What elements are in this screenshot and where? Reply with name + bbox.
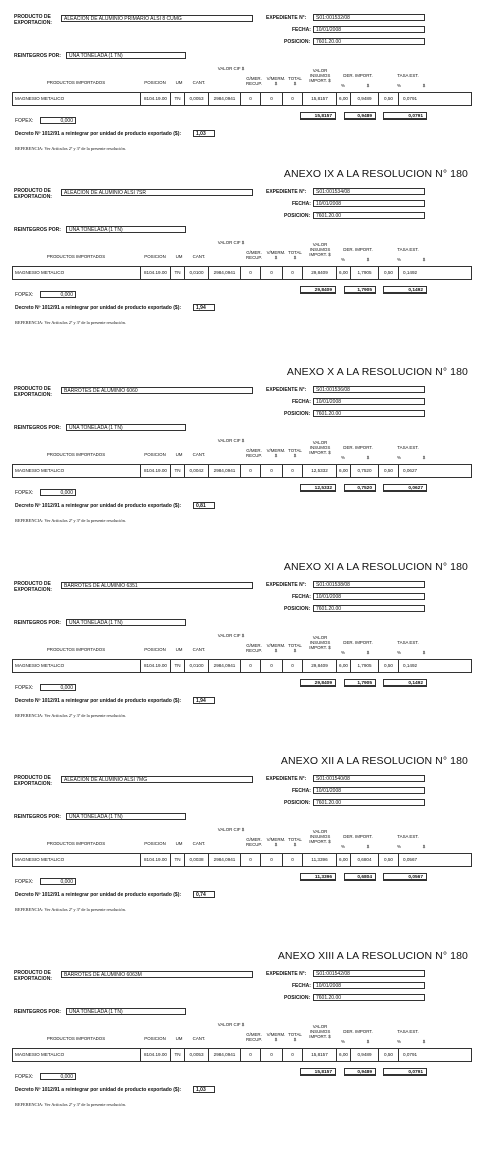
col-productos-importados: PRODUCTOS IMPORTADOS (46, 254, 106, 259)
col-der-import: DER. IMPORT. (343, 834, 373, 839)
total-der-import: 1,7905 (344, 679, 376, 687)
cell-um: TN (171, 465, 185, 477)
total-insumos: 15,8157 (300, 112, 336, 120)
col-tasa-pct: % (397, 83, 401, 88)
fopex-label: FOPEX: (15, 490, 34, 496)
cell-posicion: 8104.19.00 (141, 267, 171, 279)
col-total: TOTAL $ (288, 643, 302, 653)
col-der-pct: % (341, 650, 345, 655)
col-valor-insumos: VALOR INSUMOS IMPORT. $ (309, 242, 331, 257)
decreto-value: 0,74 (193, 891, 215, 898)
col-der-import: DER. IMPORT. (343, 247, 373, 252)
fecha-field: 10/01/2008 (313, 398, 425, 405)
col-valor-cif: VALOR CIF $ (217, 438, 245, 443)
total-der-import: 0,9489 (344, 112, 376, 120)
col-vimerm: V/MERM. $ (266, 76, 286, 86)
col-tasa-usd: $ (422, 257, 426, 262)
annex-title: ANEXO X A LA RESOLUCION N° 180 (286, 366, 468, 378)
col-valor-insumos: VALOR INSUMOS IMPORT. $ (309, 829, 331, 844)
decreto-value: 1,94 (193, 697, 215, 704)
cell-cif: 2984,0941 (209, 1049, 241, 1061)
col-der-pct: % (341, 844, 345, 849)
fecha-label: FECHA: (292, 983, 311, 989)
cell-total: 0 (283, 1049, 303, 1061)
col-valor-cif: VALOR CIF $ (217, 1022, 245, 1027)
total-der-import: 0,7520 (344, 484, 376, 492)
col-valor-insumos: VALOR INSUMOS IMPORT. $ (309, 440, 331, 455)
table-row (12, 853, 472, 867)
referencia-note: REFERENCIA: Ver Artículos 2º y 3º de la presente resolución. (15, 146, 126, 151)
producto-label: PRODUCTO DE EXPORTACION: (14, 970, 52, 982)
cell-der-pct: 6,00 (337, 660, 351, 672)
col-vimerm: V/MERM. $ (266, 250, 286, 260)
posicion-field: 7601.20.00 (313, 605, 425, 612)
cell-cif: 2984,0941 (209, 93, 241, 105)
col-tasa-est: TASA EST. (397, 1029, 419, 1034)
cell-der-usd: 1,7905 (351, 267, 379, 279)
reintegros-field: UNA TONELADA (1 TN) (66, 813, 186, 820)
col-cant: CANT. (192, 80, 206, 85)
cell-producto: MAGNESIO METALICO (13, 465, 141, 477)
col-valor-cif: VALOR CIF $ (217, 66, 245, 71)
decreto-value: 0,81 (193, 502, 215, 509)
col-der-import: DER. IMPORT. (343, 445, 373, 450)
col-um: UM (175, 1036, 183, 1041)
cell-producto: MAGNESIO METALICO (13, 854, 141, 866)
cell-tasa-usd: 0,0567 (403, 857, 418, 862)
referencia-note: REFERENCIA: Ver Artículos 2º y 3º de la presente resolución. (15, 713, 126, 718)
expediente-field: S01:001536/08 (313, 386, 425, 393)
annex-title: ANEXO IX A LA RESOLUCION N° 180 (283, 168, 468, 180)
fopex-label: FOPEX: (15, 879, 34, 885)
cell-der-usd: 0,6804 (351, 854, 379, 866)
col-valor-insumos: VALOR INSUMOS IMPORT. $ (309, 635, 331, 650)
posicion-label: POSICION: (284, 39, 311, 45)
annex-title: ANEXO XII A LA RESOLUCION N° 180 (280, 755, 468, 767)
total-insumos: 15,8157 (300, 1068, 336, 1076)
expediente-label: EXPEDIENTE N°: (266, 189, 307, 195)
fecha-label: FECHA: (292, 201, 311, 207)
col-total: TOTAL $ (288, 837, 302, 847)
decreto-label: Decreto Nº 1012/91 a reintegrar por unidad de producto exportado ($): (15, 698, 182, 704)
total-tasa-est: 0,0627 (383, 484, 427, 492)
decreto-label: Decreto Nº 1012/91 a reintegrar por unidad de producto exportado ($): (15, 503, 182, 509)
fopex-value: 0,000 (40, 489, 76, 496)
expediente-field: S01:001532/08 (313, 14, 425, 21)
col-posicion: POSICION (144, 80, 166, 85)
fecha-label: FECHA: (292, 27, 311, 33)
col-vimerm: V/MERM. $ (266, 837, 286, 847)
fecha-field: 10/01/2008 (313, 982, 425, 989)
col-posicion: POSICION (144, 1036, 166, 1041)
cell-total: 0 (283, 465, 303, 477)
annex-title: ANEXO XI A LA RESOLUCION N° 180 (283, 561, 468, 573)
fopex-value: 0,000 (40, 117, 76, 124)
reintegros-field: UNA TONELADA (1 TN) (66, 226, 186, 233)
cell-cant: 0,0100 (185, 660, 209, 672)
cell-producto: MAGNESIO METALICO (13, 660, 141, 672)
expediente-field: S01:001534/08 (313, 188, 425, 195)
col-tasa-est: TASA EST. (397, 640, 419, 645)
table-row (12, 266, 472, 280)
col-tasa-usd: $ (422, 1039, 426, 1044)
reintegros-label: REINTEGROS POR: (14, 425, 61, 431)
reintegros-label: REINTEGROS POR: (14, 814, 61, 820)
col-tasa-est: TASA EST. (397, 73, 419, 78)
cell-posicion: 8104.19.00 (141, 660, 171, 672)
cell-tasa-pct: 0,50 (379, 465, 399, 477)
reintegros-field: UNA TONELADA (1 TN) (66, 619, 186, 626)
decreto-value: 1,03 (193, 130, 215, 137)
producto-field: BARROTES DE ALUMINIO 6063M (61, 971, 253, 978)
decreto-label: Decreto Nº 1012/91 a reintegrar por unidad de producto exportado ($): (15, 1087, 182, 1093)
cell-tasa-pct: 0,50 (379, 660, 399, 672)
col-tasa-usd: $ (422, 455, 426, 460)
decreto-label: Decreto Nº 1012/91 a reintegrar por unidad de producto exportado ($): (15, 892, 182, 898)
decreto-label: Decreto Nº 1012/91 a reintegrar por unidad de producto exportado ($): (15, 131, 182, 137)
producto-label: PRODUCTO DE EXPORTACION: (14, 188, 52, 200)
expediente-field: S01:001538/08 (313, 581, 425, 588)
cell-posicion: 8104.19.00 (141, 854, 171, 866)
posicion-label: POSICION: (284, 411, 311, 417)
cell-vimerm: 0 (261, 93, 283, 105)
posicion-field: 7601.20.00 (313, 38, 425, 45)
col-tasa-usd: $ (422, 844, 426, 849)
col-cant: CANT. (192, 452, 206, 457)
cell-insumos: 15,8157 (303, 1049, 337, 1061)
cell-gimer: 0 (241, 1049, 261, 1061)
cell-der-pct: 6,00 (337, 854, 351, 866)
cell-gimer: 0 (241, 93, 261, 105)
cell-insumos: 29,8409 (303, 660, 337, 672)
fecha-field: 10/01/2008 (313, 200, 425, 207)
col-tasa-usd: $ (422, 83, 426, 88)
col-total: TOTAL $ (288, 1032, 302, 1042)
col-tasa-pct: % (397, 257, 401, 262)
cell-tasa-usd: 0,0791 (403, 1052, 418, 1057)
table-row (12, 1048, 472, 1062)
cell-cant: 0,0100 (185, 267, 209, 279)
cell-gimer: 0 (241, 660, 261, 672)
cell-der-usd: 0,9489 (351, 93, 379, 105)
cell-vimerm: 0 (261, 854, 283, 866)
decreto-label: Decreto Nº 1012/91 a reintegrar por unidad de producto exportado ($): (15, 305, 182, 311)
fecha-field: 10/01/2008 (313, 787, 425, 794)
col-tasa-est: TASA EST. (397, 445, 419, 450)
posicion-field: 7601.20.00 (313, 799, 425, 806)
col-um: UM (175, 254, 183, 259)
cell-tasa-usd: 0,1492 (403, 663, 418, 668)
col-um: UM (175, 452, 183, 457)
col-der-pct: % (341, 257, 345, 262)
cell-vimerm: 0 (261, 267, 283, 279)
producto-label: PRODUCTO DE EXPORTACION: (14, 386, 52, 398)
col-gimer: G/MER. RECUP. (245, 1032, 263, 1042)
col-tasa-pct: % (397, 1039, 401, 1044)
fopex-label: FOPEX: (15, 685, 34, 691)
referencia-note: REFERENCIA: Ver Artículos 2º y 3º de la presente resolución. (15, 518, 126, 523)
fopex-value: 0,000 (40, 878, 76, 885)
total-der-import: 0,6804 (344, 873, 376, 881)
total-tasa-est: 0,0791 (383, 112, 427, 120)
expediente-field: S01:001542/08 (313, 970, 425, 977)
col-valor-cif: VALOR CIF $ (217, 240, 245, 245)
col-posicion: POSICION (144, 254, 166, 259)
reintegros-field: UNA TONELADA (1 TN) (66, 1008, 186, 1015)
cell-tasa-pct: 0,50 (379, 854, 399, 866)
col-cant: CANT. (192, 841, 206, 846)
fopex-value: 0,000 (40, 684, 76, 691)
posicion-label: POSICION: (284, 213, 311, 219)
cell-total: 0 (283, 854, 303, 866)
total-tasa-est: 0,0567 (383, 873, 427, 881)
col-gimer: G/MER. RECUP. (245, 448, 263, 458)
cell-der-pct: 6,00 (337, 465, 351, 477)
col-gimer: G/MER. RECUP. (245, 643, 263, 653)
cell-tasa-usd: 0,1492 (403, 270, 418, 275)
col-valor-cif: VALOR CIF $ (217, 827, 245, 832)
total-insumos: 29,8409 (300, 286, 336, 294)
fopex-label: FOPEX: (15, 292, 34, 298)
col-productos-importados: PRODUCTOS IMPORTADOS (46, 647, 106, 652)
col-tasa-pct: % (397, 455, 401, 460)
col-cant: CANT. (192, 647, 206, 652)
col-der-usd: $ (366, 1039, 370, 1044)
cell-gimer: 0 (241, 465, 261, 477)
fecha-field: 10/01/2008 (313, 593, 425, 600)
cell-cant: 0,0053 (185, 93, 209, 105)
expediente-label: EXPEDIENTE N°: (266, 971, 307, 977)
decreto-value: 1,03 (193, 1086, 215, 1093)
cell-tasa-pct: 0,50 (379, 93, 399, 105)
cell-vimerm: 0 (261, 465, 283, 477)
cell-um: TN (171, 267, 185, 279)
col-valor-cif: VALOR CIF $ (217, 633, 245, 638)
posicion-field: 7601.20.00 (313, 994, 425, 1001)
table-row (12, 92, 472, 106)
expediente-label: EXPEDIENTE N°: (266, 776, 307, 782)
referencia-note: REFERENCIA: Ver Artículos 2º y 3º de la presente resolución. (15, 1102, 126, 1107)
cell-um: TN (171, 660, 185, 672)
producto-label: PRODUCTO DE EXPORTACION: (14, 581, 52, 593)
cell-gimer: 0 (241, 267, 261, 279)
col-tasa-pct: % (397, 650, 401, 655)
reintegros-field: UNA TONELADA (1 TN) (66, 52, 186, 59)
col-total: TOTAL $ (288, 448, 302, 458)
col-tasa-pct: % (397, 844, 401, 849)
col-um: UM (175, 647, 183, 652)
col-valor-insumos: VALOR INSUMOS IMPORT. $ (309, 68, 331, 83)
producto-field: BARROTES DE ALUMINIO 6351 (61, 582, 253, 589)
cell-cif: 2984,0941 (209, 267, 241, 279)
posicion-label: POSICION: (284, 606, 311, 612)
table-row (12, 464, 472, 478)
expediente-label: EXPEDIENTE N°: (266, 15, 307, 21)
total-tasa-est: 0,1492 (383, 286, 427, 294)
cell-posicion: 8104.19.00 (141, 1049, 171, 1061)
col-posicion: POSICION (144, 452, 166, 457)
producto-label: PRODUCTO DE EXPORTACION: (14, 14, 52, 26)
col-der-import: DER. IMPORT. (343, 73, 373, 78)
cell-der-pct: 6,00 (337, 1049, 351, 1061)
total-insumos: 29,8409 (300, 679, 336, 687)
col-posicion: POSICION (144, 647, 166, 652)
col-der-pct: % (341, 1039, 345, 1044)
col-gimer: G/MER. RECUP. (245, 837, 263, 847)
fecha-label: FECHA: (292, 399, 311, 405)
cell-vimerm: 0 (261, 660, 283, 672)
cell-um: TN (171, 854, 185, 866)
expediente-label: EXPEDIENTE N°: (266, 582, 307, 588)
cell-total: 0 (283, 660, 303, 672)
cell-insumos: 29,8409 (303, 267, 337, 279)
cell-producto: MAGNESIO METALICO (13, 93, 141, 105)
cell-der-usd: 0,7520 (351, 465, 379, 477)
col-tasa-usd: $ (422, 650, 426, 655)
cell-der-pct: 6,00 (337, 93, 351, 105)
fecha-field: 10/01/2008 (313, 26, 425, 33)
cell-cif: 2984,0941 (209, 660, 241, 672)
cell-vimerm: 0 (261, 1049, 283, 1061)
total-tasa-est: 0,1492 (383, 679, 427, 687)
decreto-value: 1,94 (193, 304, 215, 311)
cell-gimer: 0 (241, 854, 261, 866)
col-cant: CANT. (192, 254, 206, 259)
col-cant: CANT. (192, 1036, 206, 1041)
total-insumos: 11,3396 (300, 873, 336, 881)
cell-cant: 0,0042 (185, 465, 209, 477)
col-der-pct: % (341, 455, 345, 460)
cell-tasa-pct: 0,50 (379, 267, 399, 279)
referencia-note: REFERENCIA: Ver Artículos 2º y 3º de la presente resolución. (15, 320, 126, 325)
cell-cif: 2984,0941 (209, 465, 241, 477)
annex-title: ANEXO XIII A LA RESOLUCION N° 180 (277, 950, 468, 962)
col-gimer: G/MER. RECUP. (245, 250, 263, 260)
col-der-pct: % (341, 83, 345, 88)
cell-um: TN (171, 93, 185, 105)
producto-label: PRODUCTO DE EXPORTACION: (14, 775, 52, 787)
col-productos-importados: PRODUCTOS IMPORTADOS (46, 841, 106, 846)
cell-producto: MAGNESIO METALICO (13, 267, 141, 279)
cell-total: 0 (283, 267, 303, 279)
col-tasa-est: TASA EST. (397, 247, 419, 252)
cell-um: TN (171, 1049, 185, 1061)
posicion-label: POSICION: (284, 995, 311, 1001)
cell-insumos: 11,3396 (303, 854, 337, 866)
posicion-field: 7601.20.00 (313, 212, 425, 219)
reintegros-field: UNA TONELADA (1 TN) (66, 424, 186, 431)
cell-der-usd: 0,9489 (351, 1049, 379, 1061)
cell-der-usd: 1,7905 (351, 660, 379, 672)
cell-tasa-pct: 0,50 (379, 1049, 399, 1061)
col-um: UM (175, 841, 183, 846)
reintegros-label: REINTEGROS POR: (14, 620, 61, 626)
expediente-label: EXPEDIENTE N°: (266, 387, 307, 393)
cell-total: 0 (283, 93, 303, 105)
reintegros-label: REINTEGROS POR: (14, 1009, 61, 1015)
reintegros-label: REINTEGROS POR: (14, 53, 61, 59)
fopex-label: FOPEX: (15, 118, 34, 124)
cell-posicion: 8104.19.00 (141, 465, 171, 477)
col-valor-insumos: VALOR INSUMOS IMPORT. $ (309, 1024, 331, 1039)
producto-field: ALEACION DE ALUMINIO ALSI 7MG (61, 776, 253, 783)
col-der-usd: $ (366, 844, 370, 849)
cell-cif: 2984,0941 (209, 854, 241, 866)
col-posicion: POSICION (144, 841, 166, 846)
cell-der-pct: 6,00 (337, 267, 351, 279)
table-row (12, 659, 472, 673)
producto-field: ALEACION DE ALUMINIO ALSI 7SR (61, 189, 253, 196)
referencia-note: REFERENCIA: Ver Artículos 2º y 3º de la presente resolución. (15, 907, 126, 912)
producto-field: ALEACION DE ALUMINIO PRIMARIO ALSI 8 CUMG (61, 15, 253, 22)
producto-field: BARROTES DE ALUMINIO 6060 (61, 387, 253, 394)
reintegros-label: REINTEGROS POR: (14, 227, 61, 233)
col-der-import: DER. IMPORT. (343, 1029, 373, 1034)
col-gimer: G/MER. RECUP. (245, 76, 263, 86)
cell-insumos: 12,5332 (303, 465, 337, 477)
total-der-import: 1,7905 (344, 286, 376, 294)
col-vimerm: V/MERM. $ (266, 1032, 286, 1042)
col-total: TOTAL $ (288, 76, 302, 86)
col-productos-importados: PRODUCTOS IMPORTADOS (46, 1036, 106, 1041)
col-vimerm: V/MERM. $ (266, 643, 286, 653)
fopex-value: 0,000 (40, 291, 76, 298)
col-der-usd: $ (366, 650, 370, 655)
col-tasa-est: TASA EST. (397, 834, 419, 839)
col-um: UM (175, 80, 183, 85)
total-tasa-est: 0,0791 (383, 1068, 427, 1076)
fopex-label: FOPEX: (15, 1074, 34, 1080)
cell-posicion: 8104.19.00 (141, 93, 171, 105)
cell-tasa-usd: 0,0791 (403, 96, 418, 101)
col-total: TOTAL $ (288, 250, 302, 260)
total-der-import: 0,9489 (344, 1068, 376, 1076)
cell-cant: 0,0038 (185, 854, 209, 866)
cell-tasa-usd: 0,0627 (403, 468, 418, 473)
expediente-field: S01:001540/08 (313, 775, 425, 782)
col-vimerm: V/MERM. $ (266, 448, 286, 458)
col-der-usd: $ (366, 83, 370, 88)
fecha-label: FECHA: (292, 788, 311, 794)
posicion-label: POSICION: (284, 800, 311, 806)
col-productos-importados: PRODUCTOS IMPORTADOS (46, 80, 106, 85)
cell-insumos: 15,8157 (303, 93, 337, 105)
fecha-label: FECHA: (292, 594, 311, 600)
fopex-value: 0,000 (40, 1073, 76, 1080)
cell-producto: MAGNESIO METALICO (13, 1049, 141, 1061)
col-der-usd: $ (366, 455, 370, 460)
posicion-field: 7601.20.00 (313, 410, 425, 417)
total-insumos: 12,5332 (300, 484, 336, 492)
cell-cant: 0,0053 (185, 1049, 209, 1061)
col-der-usd: $ (366, 257, 370, 262)
col-productos-importados: PRODUCTOS IMPORTADOS (46, 452, 106, 457)
col-der-import: DER. IMPORT. (343, 640, 373, 645)
